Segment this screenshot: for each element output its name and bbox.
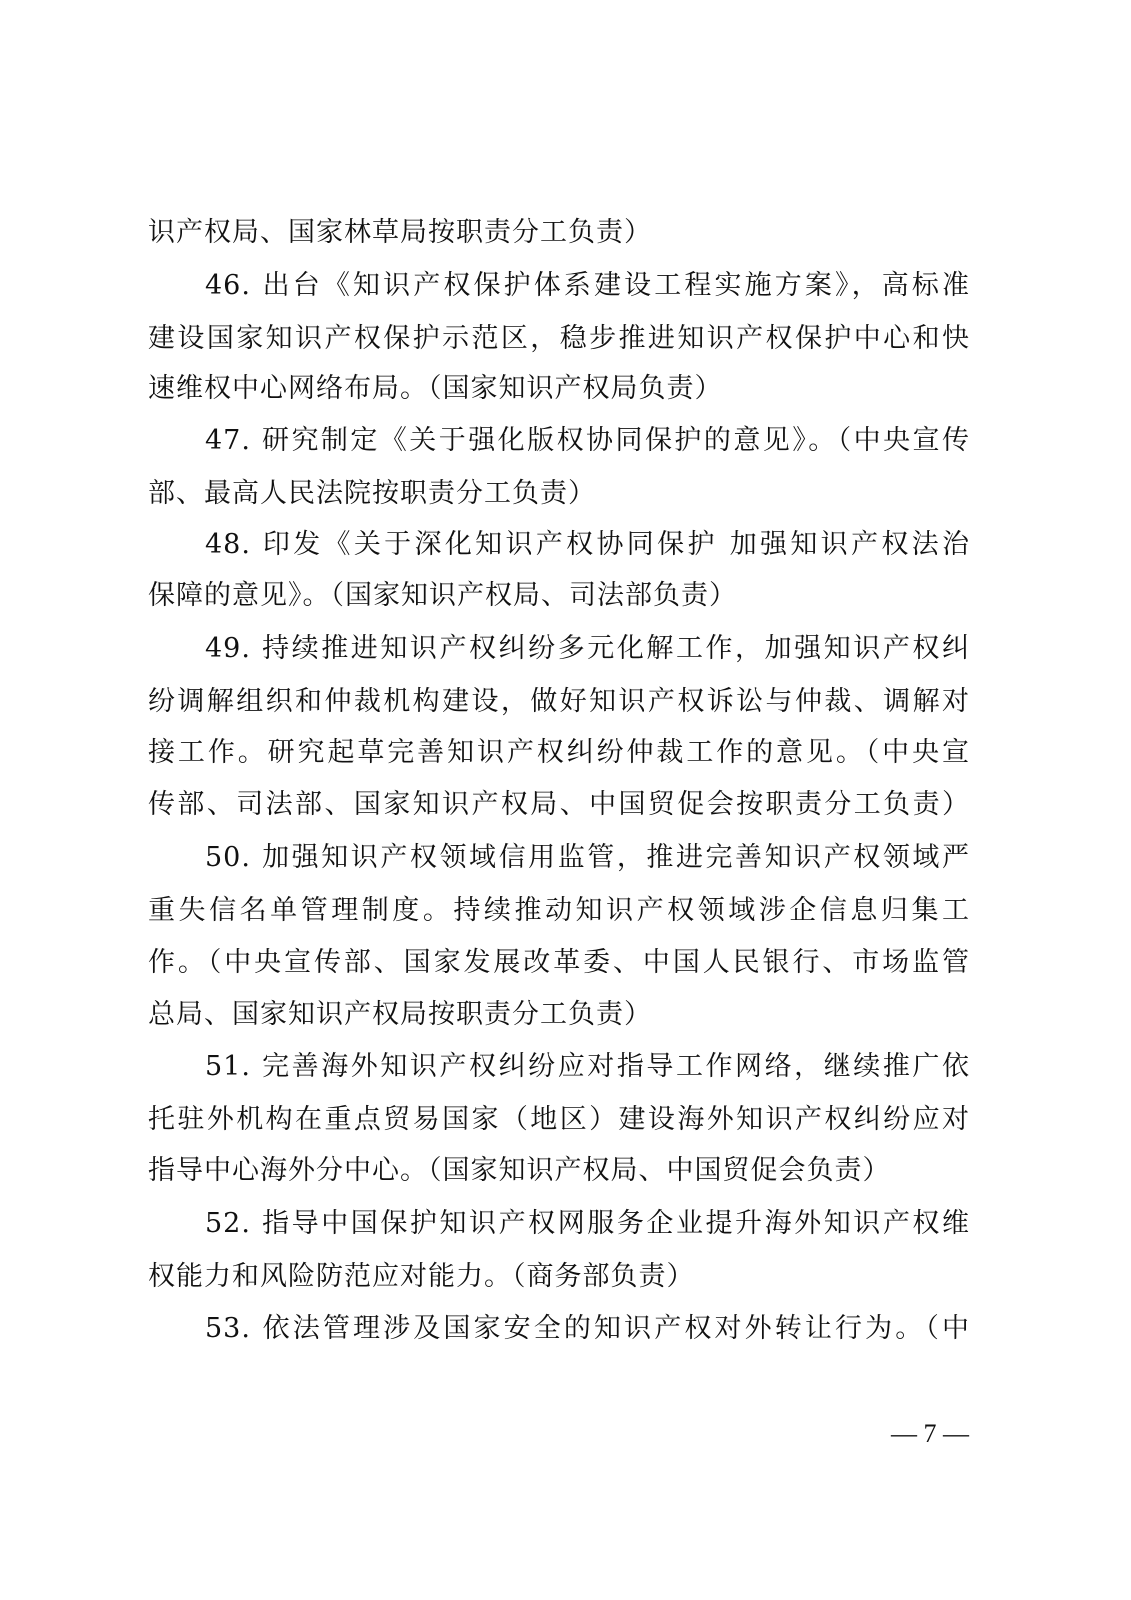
text-line-10: 纷调解组织和仲裁机构建设，做好知识产权诉讼与仲裁、调解对 (148, 686, 970, 717)
text-line-19: 指导中心海外分中心。（国家知识产权局、中国贸促会负责） (148, 1155, 891, 1186)
text-line-5: 47. 研究制定《关于强化版权协同保护的意见》。（中央宣传 (205, 425, 970, 456)
text-line-6: 部、最高人民法院按职责分工负责） (148, 478, 596, 509)
text-line-18: 托驻外机构在重点贸易国家（地区）建设海外知识产权纠纷应对 (148, 1104, 970, 1135)
text-line-12: 传部、司法部、国家知识产权局、中国贸促会按职责分工负责） (148, 789, 970, 820)
text-line-7: 48. 印发《关于深化知识产权协同保护 加强知识产权法治 (205, 529, 970, 560)
text-line-15: 作。（中央宣传部、国家发展改革委、中国人民银行、市场监管 (148, 947, 970, 978)
text-line-17: 51. 完善海外知识产权纠纷应对指导工作网络，继续推广依 (205, 1051, 970, 1082)
text-line-8: 保障的意见》。（国家知识产权局、司法部负责） (148, 580, 737, 611)
text-line-4: 速维权中心网络布局。（国家知识产权局负责） (148, 373, 723, 404)
text-line-11: 接工作。研究起草完善知识产权纠纷仲裁工作的意见。（中央宣 (148, 737, 970, 768)
text-line-9: 49. 持续推进知识产权纠纷多元化解工作，加强知识产权纠 (205, 633, 970, 664)
page-number: — 7 — (891, 1419, 969, 1448)
text-line-1: 识产权局、国家林草局按职责分工负责） (148, 217, 652, 248)
text-line-22: 53. 依法管理涉及国家安全的知识产权对外转让行为。（中 (205, 1313, 970, 1344)
text-line-16: 总局、国家知识产权局按职责分工负责） (148, 999, 652, 1030)
text-line-20: 52. 指导中国保护知识产权网服务企业提升海外知识产权维 (205, 1208, 970, 1239)
text-line-3: 建设国家知识产权保护示范区，稳步推进知识产权保护中心和快 (148, 323, 970, 354)
text-line-14: 重失信名单管理制度。持续推动知识产权领域涉企信息归集工 (148, 895, 970, 926)
text-line-13: 50. 加强知识产权领域信用监管，推进完善知识产权领域严 (205, 842, 970, 873)
text-line-2: 46. 出台《知识产权保护体系建设工程实施方案》，高标准 (205, 270, 970, 301)
text-line-21: 权能力和风险防范应对能力。（商务部负责） (148, 1261, 695, 1292)
